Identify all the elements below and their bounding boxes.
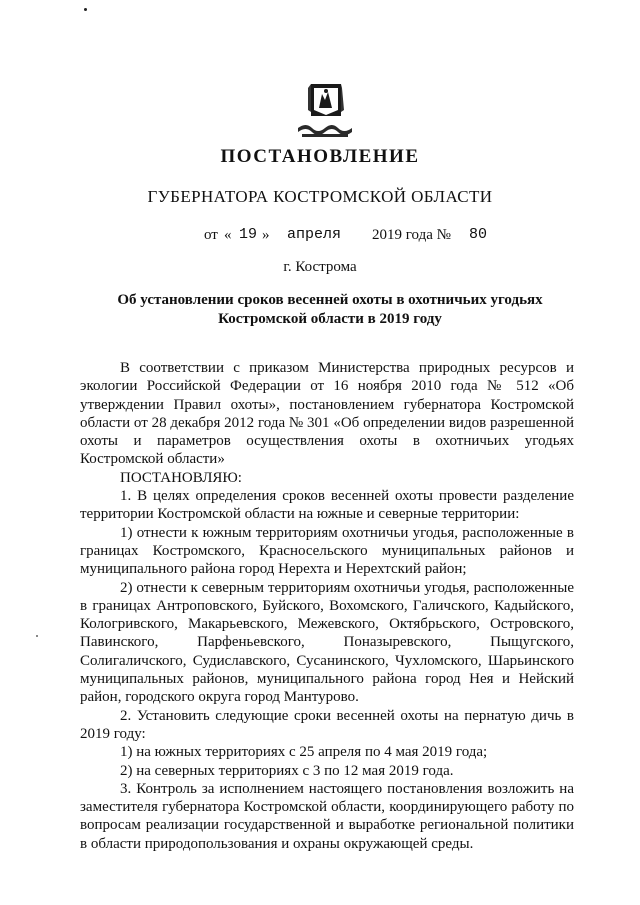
document-number: 80	[469, 226, 488, 243]
date-quote-open: «	[224, 227, 232, 243]
city: г. Кострома	[283, 259, 357, 275]
date-quote-close: »	[262, 227, 270, 243]
paragraph-item-2-1: 1) на южных территориях с 25 апреля по 4 мая 2019 года;	[120, 744, 488, 761]
paragraph-item-2: 2. Установить следующие сроки весенней охоты на пернатую дичь в 2019 году:	[80, 707, 574, 742]
document-body	[80, 359, 574, 853]
paragraph-decree: ПОСТАНОВЛЯЮ:	[120, 469, 242, 486]
heading-line-2: Костромской области в 2019 году	[218, 311, 442, 327]
date-month: апреля	[287, 226, 342, 243]
paragraph-item-3: 3. Контроль за исполнением настоящего постановления возложить на заместителя губернатора Костромской области, координирующего работу по вопросам реализации государственной и выработке региональной политики в области природопользования и охраны окружающей среды.	[80, 780, 574, 852]
scan-speck	[36, 635, 38, 637]
date-year: 2019 года №	[372, 227, 451, 243]
paragraph-item-2-2: 2) на северных территориях с 3 по 12 мая 2019 года.	[120, 762, 454, 779]
paragraph-item-1: 1. В целях определения сроков весенней охоты провести разделение территории Костромской области на южные и северные территории:	[80, 488, 574, 523]
coat-of-arms-emblem	[292, 82, 358, 144]
paragraph-preamble: В соответствии с приказом Министерства природных ресурсов и экологии Российской Федерации от 16 ноября 2010 года № 512 «Об утверждении Правил охоты», постановлением губернатора Костромской области от 28 декабря 2012 года № 301 «Об определении видов разрешенной охоты и параметров осуществления охоты в охотничьих угодьях Костромской области»	[80, 360, 574, 468]
date-day: 19	[239, 226, 258, 243]
document-title: ПОСТАНОВЛЕНИЕ	[220, 146, 420, 167]
paragraph-item-1-1: 1) отнести к южным территориям охотничьи угодья, расположенные в границах Костромского, Красносельского муниципальных районов и муниципального района город Нерехта и Нерехтский район;	[80, 524, 574, 578]
scan-dot	[84, 8, 87, 11]
paragraph-item-1-2: 2) отнести к северным территориям охотничьи угодья, расположенные в границах Антроповского, Буйского, Вохомского, Галичского, Кадыйского, Кологривского, Макарьевского, Межевского, Октябрьского, Островского, Павинского, Парфеньевского, Поназыревского, Пыщугского, Солигаличского, Судиславского, Сусанинского, Чухломского, Шарьинского муниципальных районов, муниципального района город Нея и Нейский район, городского округа город Мантурово.	[80, 579, 574, 706]
document-heading	[80, 291, 580, 329]
heading-line-1: Об установлении сроков весенней охоты в охотничьих угодьях	[117, 292, 543, 308]
date-prefix: от	[204, 227, 218, 243]
document-subtitle: ГУБЕРНАТОРА КОСТРОМСКОЙ ОБЛАСТИ	[147, 187, 493, 206]
